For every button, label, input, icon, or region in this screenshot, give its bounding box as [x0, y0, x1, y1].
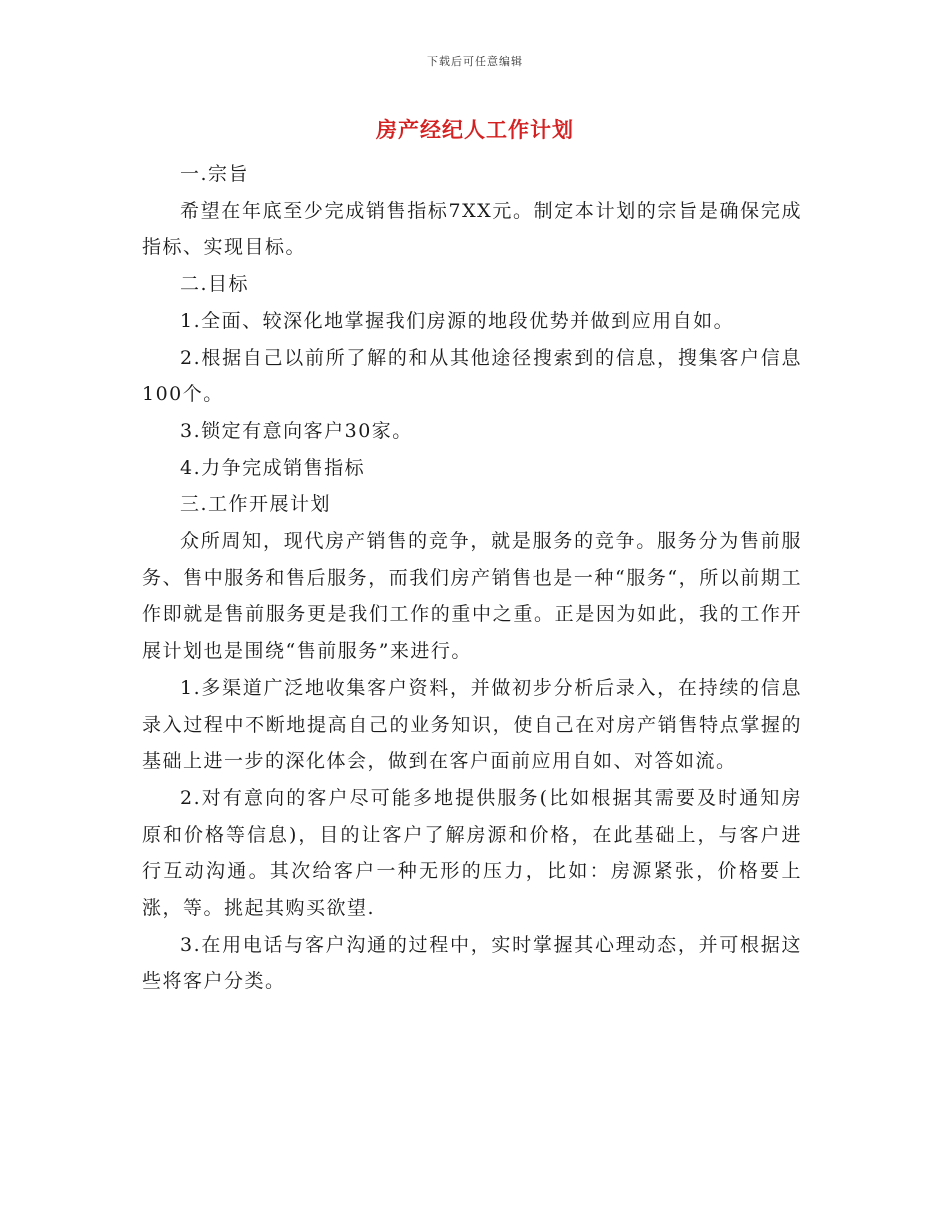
section-heading-work-plan: 三.工作开展计划	[180, 493, 332, 516]
goal-item-2: 2.根据自己以前所了解的和从其他途径搜索到的信息，搜集客户信息100个。	[142, 346, 802, 406]
plan-item-2: 2.对有意向的客户尽可能多地提供服务(比如根据其需要及时通知房原和价格等信息)，目的让客户了解房源和价格，在此基础上，与客户进行互动沟通。其次给客户一种无形的压力，比如：房源紧张，价格要上涨，等。挑起其购买欲望.	[142, 786, 802, 920]
document-body	[142, 156, 802, 1000]
section-heading-goals: 二.目标	[180, 273, 250, 296]
paragraph-work-plan-intro: 众所周知，现代房产销售的竞争，就是服务的竞争。服务分为售前服务、售中服务和售后服务，而我们房产销售也是一种“服务“，所以前期工作即就是售前服务更是我们工作的重中之重。正是因为如此，我的工作开展计划也是围绕“售前服务”来进行。	[142, 530, 802, 663]
goal-item-4: 4.力争完成销售指标	[180, 456, 366, 479]
document-title: 房产经纪人工作计划	[376, 117, 574, 142]
goal-item-3: 3.锁定有意向客户30家。	[180, 419, 413, 442]
goal-item-1: 1.全面、较深化地掌握我们房源的地段优势并做到应用自如。	[180, 309, 735, 332]
plan-item-1: 1.多渠道广泛地收集客户资料，并做初步分析后录入，在持续的信息录入过程中不断地提高自己的业务知识，使自己在对房产销售特点掌握的基础上进一步的深化体会，做到在客户面前应用自如、对答如流。	[142, 676, 802, 773]
paragraph-purpose: 希望在年底至少完成销售指标7XX元。制定本计划的宗旨是确保完成指标、实现目标。	[142, 199, 802, 259]
section-heading-purpose: 一.宗旨	[180, 163, 250, 185]
plan-item-3: 3.在用电话与客户沟通的过程中，实时掌握其心理动态，并可根据这些将客户分类。	[142, 933, 802, 993]
page-header-note: 下载后可任意编辑	[427, 55, 523, 68]
